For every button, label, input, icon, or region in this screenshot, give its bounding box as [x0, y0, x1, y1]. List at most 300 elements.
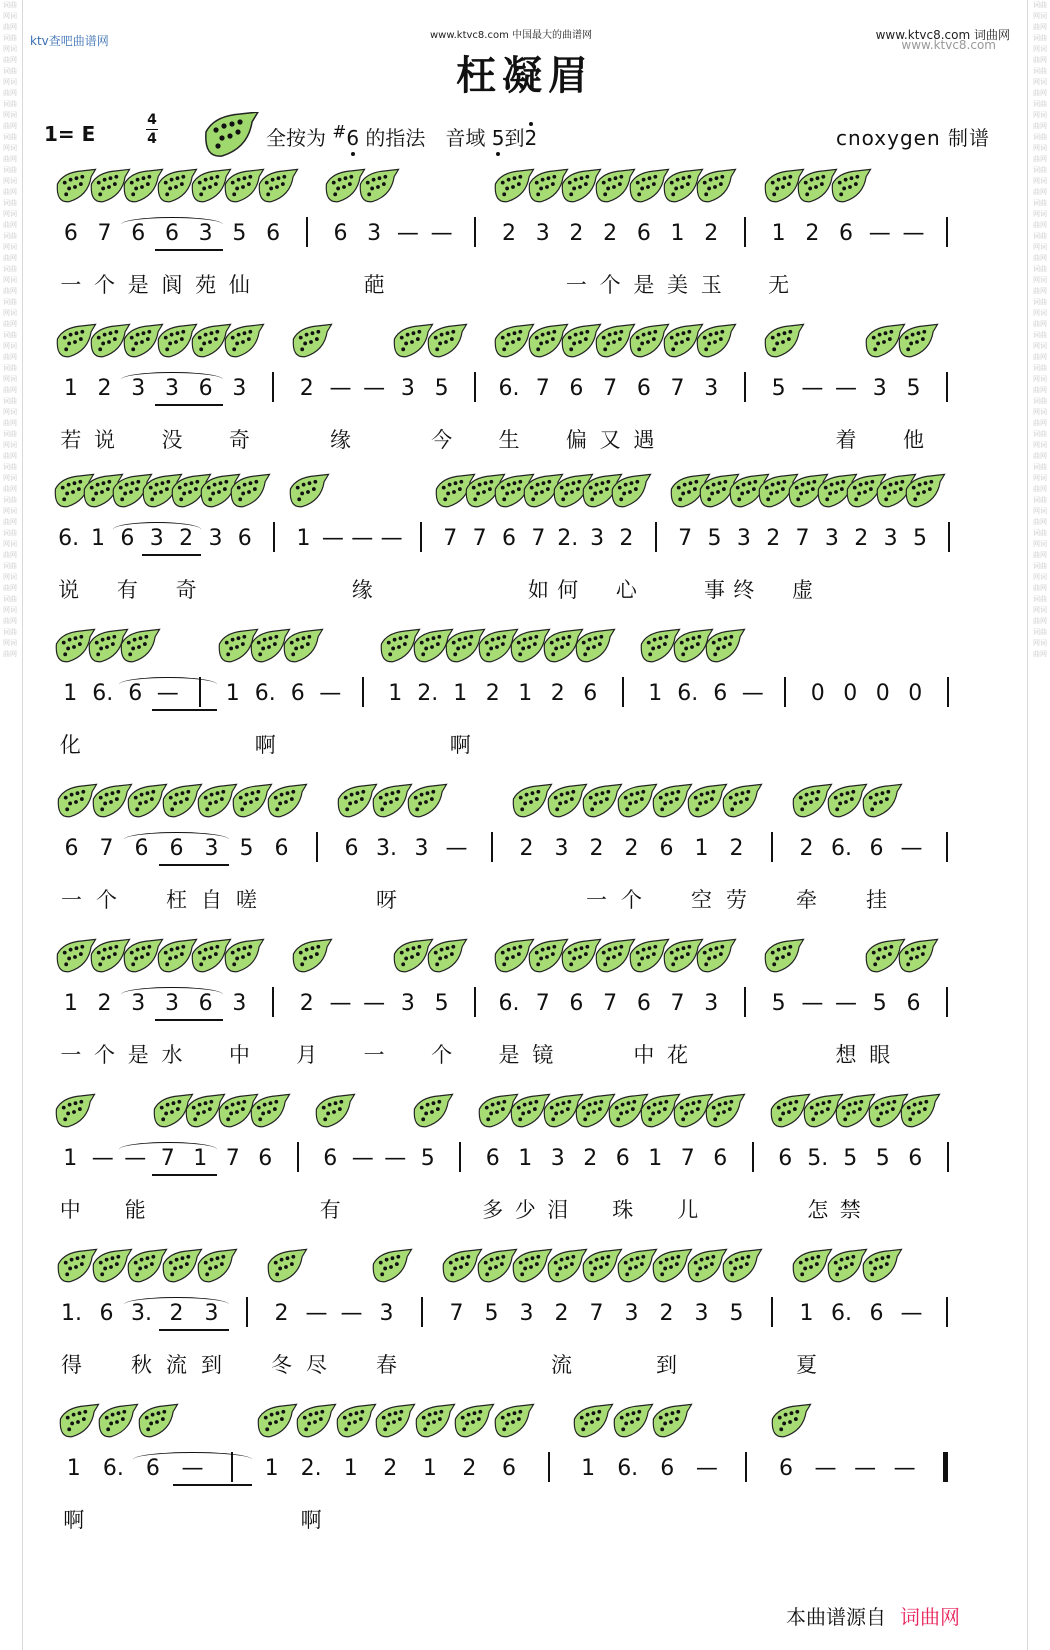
- ocarina-icon: [227, 470, 271, 518]
- note: 2: [854, 526, 869, 551]
- ocarina-icon: [491, 1400, 535, 1448]
- note: 6.: [831, 1301, 852, 1326]
- lyric-char: 中: [228, 1043, 250, 1067]
- note: 2: [799, 836, 814, 861]
- note: 2: [805, 221, 820, 246]
- ocarina-fingering-row: [40, 1400, 1000, 1450]
- note: 2: [729, 836, 744, 861]
- ocarina-icon: [608, 470, 652, 518]
- lyric-char: 没: [161, 428, 183, 452]
- key-signature: 1= E: [44, 122, 96, 146]
- note: 3: [232, 376, 247, 401]
- note: 7: [472, 526, 487, 551]
- note: 6: [237, 526, 252, 551]
- note: 6: [63, 221, 78, 246]
- note: 5.: [807, 1146, 829, 1171]
- barline: [199, 677, 201, 707]
- lyric-char: 是: [127, 1043, 149, 1067]
- note: 6: [869, 836, 884, 861]
- ocarina-icon: [693, 165, 737, 213]
- lyric-char: 得: [61, 1353, 82, 1377]
- note: 6: [615, 1146, 630, 1171]
- note: 6: [323, 1146, 338, 1171]
- jianpu-notes-row: [40, 518, 1000, 558]
- barline: [771, 832, 773, 862]
- note: 6.: [254, 681, 276, 706]
- lyric-char: 禁: [839, 1198, 861, 1222]
- note: 1: [225, 681, 240, 706]
- sustain-dash: —: [900, 1301, 923, 1326]
- note: 6: [274, 836, 289, 861]
- lyric-char: 夏: [796, 1353, 817, 1377]
- lyrics-row: [40, 729, 1000, 759]
- ocarina-icon: [289, 320, 333, 368]
- note: 6: [869, 1301, 884, 1326]
- note: 6: [502, 1456, 516, 1481]
- lyric-char: 流: [551, 1353, 572, 1377]
- lyric-char: 冬: [271, 1353, 292, 1377]
- sustain-dash: —: [900, 836, 923, 861]
- lyric-char: 个: [94, 273, 116, 297]
- note: 6: [333, 221, 348, 246]
- lyric-char: 眼: [869, 1043, 891, 1067]
- note: 1: [388, 681, 403, 706]
- barline: [622, 677, 624, 707]
- note: 2: [704, 221, 719, 246]
- note: 3: [535, 221, 550, 246]
- ocarina-icon: [895, 320, 939, 368]
- sustain-dash: —: [305, 1301, 328, 1326]
- sustain-dash: —: [340, 1301, 363, 1326]
- note: 3: [590, 526, 605, 551]
- lyric-char: 能: [124, 1198, 146, 1222]
- lyric-char: 中: [59, 1198, 81, 1222]
- note: 1: [771, 221, 786, 246]
- note: 3: [400, 991, 415, 1016]
- score-system: [40, 320, 1000, 480]
- note: 6: [583, 681, 598, 706]
- ocarina-icon: [693, 320, 737, 368]
- song-title: 枉凝眉: [456, 52, 594, 99]
- fingering-label-2: 的指法 音域: [365, 126, 486, 150]
- note: 5: [872, 991, 887, 1016]
- note: 5: [484, 1301, 499, 1326]
- lyric-char: 是: [498, 1043, 520, 1067]
- side-guide-line-right: [1027, 0, 1028, 1650]
- barline: [273, 522, 275, 552]
- site-name-right-faint: www.ktvc8.com: [901, 38, 996, 52]
- note: 5: [729, 1301, 744, 1326]
- barline: [272, 372, 274, 402]
- barline: [655, 522, 657, 552]
- barline: [421, 1297, 423, 1327]
- lyric-char: 枉: [166, 888, 187, 912]
- note: 2: [485, 681, 500, 706]
- barline: [947, 1142, 949, 1172]
- lyric-char: 虚: [792, 578, 814, 602]
- sustain-dash: —: [329, 376, 352, 401]
- note: 7: [795, 526, 810, 551]
- note: 6.: [677, 681, 699, 706]
- ocarina-icon: [254, 1400, 298, 1448]
- ocarina-icon: [280, 625, 324, 673]
- note: 6: [660, 1456, 675, 1481]
- sustain-dash: —: [835, 376, 858, 401]
- barline: [272, 987, 274, 1017]
- note: 6.: [92, 681, 114, 706]
- note: 6: [636, 991, 651, 1016]
- note: 6.: [498, 376, 520, 401]
- lyric-char: 个: [599, 273, 621, 297]
- lyric-char: 水: [161, 1043, 183, 1067]
- ocarina-icon: [333, 1400, 377, 1448]
- note: 2.: [300, 1456, 322, 1481]
- ocarina-icon: [859, 780, 903, 828]
- note: 7: [670, 376, 685, 401]
- note: 7: [97, 221, 112, 246]
- jianpu-notes-row: [40, 213, 1000, 253]
- note: 5: [912, 526, 927, 551]
- ocarina-icon: [404, 780, 448, 828]
- lyric-char: 说: [94, 428, 116, 452]
- footer-brand: 词曲网: [900, 1605, 960, 1629]
- barline: [459, 1142, 461, 1172]
- lyric-char: 若: [60, 428, 82, 452]
- barline: [948, 522, 950, 552]
- note: 6: [659, 836, 674, 861]
- lyrics-row: [40, 1504, 1000, 1534]
- note: 3: [164, 991, 179, 1016]
- barline: [362, 677, 364, 707]
- note: 0: [908, 681, 923, 706]
- note: 2: [583, 1146, 598, 1171]
- sustain-dash: —: [854, 1456, 877, 1481]
- sustain-dash: —: [363, 991, 386, 1016]
- ocarina-icon: [117, 625, 161, 673]
- lyric-char: 仙: [228, 273, 250, 297]
- note: 5: [232, 221, 247, 246]
- lyric-char: 美: [667, 273, 689, 297]
- note: 3: [131, 991, 146, 1016]
- lyric-char: 奇: [228, 428, 250, 452]
- sustain-dash: —: [814, 1456, 837, 1481]
- note: 6: [131, 221, 146, 246]
- note: 7: [535, 991, 550, 1016]
- ocarina-icon: [693, 935, 737, 983]
- lyric-char: 有: [319, 1198, 341, 1222]
- score-system: [40, 1400, 1000, 1560]
- ocarina-icon: [768, 1400, 812, 1448]
- note: 2: [766, 526, 781, 551]
- lyric-char: 牵: [796, 888, 817, 912]
- lyric-char: 如: [527, 578, 549, 602]
- note: 6: [713, 1146, 728, 1171]
- lyric-char: 泪: [547, 1198, 569, 1222]
- note: 6: [906, 991, 921, 1016]
- note: 0: [843, 681, 858, 706]
- note: 6: [198, 991, 213, 1016]
- footer-source: 本曲谱源自: [786, 1605, 886, 1629]
- jianpu-notes-row: [40, 1293, 1000, 1333]
- lyric-char: 缘: [329, 428, 351, 452]
- note: 5: [707, 526, 722, 551]
- note: 2: [169, 1301, 184, 1326]
- lyric-char: 苑: [195, 273, 217, 297]
- sustain-dash: —: [430, 221, 453, 246]
- note: 3: [164, 376, 179, 401]
- note: 1: [63, 376, 78, 401]
- note: 3: [694, 1301, 709, 1326]
- note: 2: [603, 221, 618, 246]
- note: 6: [778, 1146, 793, 1171]
- ocarina-icon: [369, 1245, 413, 1293]
- lyric-char: 花: [667, 1043, 689, 1067]
- note: 2.: [417, 681, 439, 706]
- note: 1: [91, 526, 106, 551]
- sustain-dash: —: [351, 526, 374, 551]
- note: 7: [99, 836, 114, 861]
- note: 2: [299, 991, 314, 1016]
- lyric-char: 呀: [376, 888, 397, 912]
- lyric-char: 到: [656, 1353, 677, 1377]
- sustain-dash: —: [741, 681, 764, 706]
- lyric-char: 啊: [300, 1508, 322, 1532]
- sustain-dash: —: [801, 991, 824, 1016]
- note: 1.: [61, 1301, 82, 1326]
- note: 5: [771, 991, 786, 1016]
- arranger-credit: cnoxygen 制谱: [836, 126, 990, 150]
- score-system: [40, 780, 1000, 940]
- lyric-char: 镜: [532, 1043, 554, 1067]
- ocarina-icon: [52, 1090, 96, 1138]
- lyrics-row: [40, 269, 1000, 299]
- note: 3: [704, 991, 719, 1016]
- ocarina-icon: [356, 165, 400, 213]
- ocarina-fingering-row: [40, 935, 1000, 985]
- sustain-dash: —: [695, 1456, 718, 1481]
- ocarina-icon: [649, 1400, 693, 1448]
- note: 0: [875, 681, 890, 706]
- barline: [316, 832, 318, 862]
- note: 3: [519, 1301, 534, 1326]
- note: 6: [713, 681, 728, 706]
- lyric-char: 秋: [131, 1353, 152, 1377]
- lyric-char: 个: [621, 888, 642, 912]
- ocarina-icon: [451, 1400, 495, 1448]
- note: 1: [63, 991, 78, 1016]
- lyric-char: 尽: [306, 1353, 327, 1377]
- sustain-dash: —: [868, 221, 891, 246]
- note: 1: [518, 1146, 533, 1171]
- barline: [946, 372, 948, 402]
- note: 2: [569, 221, 584, 246]
- note: 1: [343, 1456, 358, 1481]
- lyrics-row: [40, 1039, 1000, 1069]
- barline: [491, 832, 493, 862]
- note: 3: [367, 221, 382, 246]
- note: 6: [64, 836, 79, 861]
- note: 2: [179, 526, 194, 551]
- lyric-char: 啊: [449, 733, 471, 757]
- jianpu-notes-row: [40, 673, 1000, 713]
- note: 2: [274, 1301, 289, 1326]
- sustain-dash: —: [396, 221, 419, 246]
- lyrics-row: [40, 574, 1000, 604]
- range-high: 2: [524, 126, 538, 150]
- lyric-char: 事: [703, 578, 725, 602]
- barline: [420, 522, 422, 552]
- note: 3: [872, 376, 887, 401]
- score-system: [40, 1245, 1000, 1405]
- lyric-char: 个: [431, 1043, 453, 1067]
- note: 5: [434, 376, 449, 401]
- range-low: 5: [491, 126, 505, 150]
- note: 6: [636, 221, 651, 246]
- lyric-char: 个: [94, 1043, 116, 1067]
- lyric-char: 是: [633, 273, 655, 297]
- ocarina-icon: [572, 625, 616, 673]
- fingering-note: [266, 122, 537, 151]
- note: 0: [810, 681, 825, 706]
- lyric-char: 终: [733, 578, 755, 602]
- lyrics-row: [40, 424, 1000, 454]
- ocarina-icon: [702, 1090, 746, 1138]
- sustain-dash: —: [384, 1146, 407, 1171]
- note: 6: [120, 526, 135, 551]
- lyric-char: 奇: [175, 578, 197, 602]
- note: 1: [581, 1456, 596, 1481]
- note: 6: [128, 681, 143, 706]
- note: 5: [434, 991, 449, 1016]
- note: 3: [704, 376, 719, 401]
- note: 6: [290, 681, 305, 706]
- site-name-left: ktv查吧曲谱网: [30, 34, 109, 48]
- ocarina-fingering-row: [40, 625, 1000, 675]
- ocarina-icon: [247, 1090, 291, 1138]
- note: 5: [771, 376, 786, 401]
- note: 6: [134, 836, 149, 861]
- ocarina-icon: [56, 1400, 100, 1448]
- lyric-char: 个: [96, 888, 117, 912]
- ocarina-icon: [859, 1245, 903, 1293]
- barline: [771, 1297, 773, 1327]
- note: 1: [453, 681, 468, 706]
- barline: [744, 372, 746, 402]
- lyrics-row: [40, 884, 1000, 914]
- note: 6: [164, 221, 179, 246]
- ocarina-icon: [264, 780, 308, 828]
- lyric-char: 儿: [677, 1198, 699, 1222]
- note: 2.: [557, 526, 579, 551]
- note: 2: [519, 836, 534, 861]
- note: 3: [204, 836, 219, 861]
- note: 1: [648, 681, 663, 706]
- score-system: [40, 165, 1000, 325]
- lyric-char: 怎: [807, 1198, 829, 1222]
- ocarina-icon: [719, 780, 763, 828]
- lyric-char: 无: [768, 273, 790, 297]
- note: 6: [569, 376, 584, 401]
- note: 3: [414, 836, 429, 861]
- lyric-char: 到: [201, 1353, 222, 1377]
- score-system: [40, 470, 1000, 630]
- lyric-char: 春: [376, 1353, 397, 1377]
- note: 1: [799, 1301, 814, 1326]
- lyric-char: 空: [691, 888, 712, 912]
- barline: [752, 1142, 754, 1172]
- ocarina-icon: [135, 1400, 179, 1448]
- note: 3: [204, 1301, 219, 1326]
- fingering-label: 全按为: [266, 126, 326, 150]
- note: 5: [420, 1146, 435, 1171]
- note: 1: [66, 1456, 81, 1481]
- barline: [474, 217, 476, 247]
- barline: [306, 217, 308, 247]
- lyric-char: 多: [482, 1198, 504, 1222]
- lyric-char: 葩: [363, 273, 385, 297]
- score-header: [40, 112, 990, 162]
- jianpu-notes-row: [40, 1138, 1000, 1178]
- sustain-dash: —: [181, 1456, 204, 1481]
- note: 2: [97, 376, 112, 401]
- ocarina-icon: [828, 165, 872, 213]
- note: 3.: [376, 836, 397, 861]
- time-signature: [146, 112, 158, 147]
- lyric-char: 月: [296, 1043, 318, 1067]
- note: 6: [145, 1456, 160, 1481]
- ocarina-icon: [264, 1245, 308, 1293]
- sustain-dash: —: [156, 681, 179, 706]
- lyric-char: 今: [431, 428, 453, 452]
- note: 2: [462, 1456, 477, 1481]
- lyric-char: 何: [557, 578, 579, 602]
- lyrics-row: [40, 1194, 1000, 1224]
- ocarina-icon: [221, 935, 265, 983]
- ocarina-fingering-row: [40, 320, 1000, 370]
- lyric-char: 自: [201, 888, 222, 912]
- lyric-char: 化: [59, 733, 81, 757]
- note: 6: [908, 1146, 923, 1171]
- note: 3: [149, 526, 164, 551]
- note: 2: [97, 991, 112, 1016]
- lyric-char: 啊: [63, 1508, 85, 1532]
- note: 7: [670, 991, 685, 1016]
- sustain-dash: —: [893, 1456, 916, 1481]
- lyric-char: 一: [363, 1043, 385, 1067]
- sustain-dash: —: [801, 376, 824, 401]
- note: 3: [824, 526, 839, 551]
- note: 6.: [831, 836, 852, 861]
- note: 3: [736, 526, 751, 551]
- ocarina-icon: [410, 1090, 454, 1138]
- lyric-char: 劳: [726, 888, 747, 912]
- barline: [548, 1452, 550, 1482]
- ocarina-icon: [702, 625, 746, 673]
- ocarina-fingering-row: [40, 1245, 1000, 1295]
- note: 1: [518, 681, 533, 706]
- site-name-right: www.ktvc8.com 词曲网: [875, 28, 1010, 42]
- note: 6: [839, 221, 854, 246]
- note: 6: [198, 376, 213, 401]
- lyric-char: 珠: [612, 1198, 634, 1222]
- note: 5: [906, 376, 921, 401]
- note: 6.: [617, 1456, 639, 1481]
- barline: [246, 1297, 248, 1327]
- lyric-char: 遇: [633, 428, 655, 452]
- lyric-char: 想: [835, 1043, 857, 1067]
- jianpu-notes-row: [40, 983, 1000, 1023]
- note: 6: [258, 1146, 273, 1171]
